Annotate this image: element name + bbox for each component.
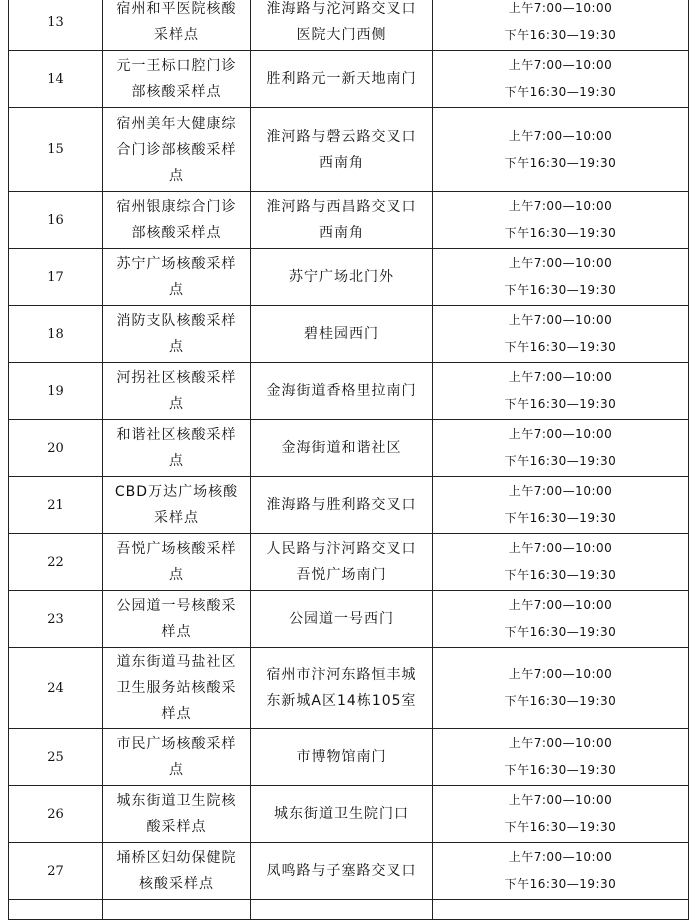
row-number: 24 [9,648,103,729]
table-row [9,477,689,534]
sampling-hours [433,477,689,534]
sampling-hours [433,534,689,591]
afternoon-hours: 下午16:30—19:30 [504,28,617,42]
morning-hours: 上午7:00—10:00 [508,850,613,864]
row-number: 20 [9,420,103,477]
sampling-hours [433,108,689,192]
table-trailing-row [9,900,689,920]
site-name: 宿州美年大健康综 合门诊部核酸采样 点 [103,108,251,192]
morning-hours: 上午7:00—10:00 [508,1,613,15]
row-number: 19 [9,363,103,420]
afternoon-hours: 下午16:30—19:30 [504,820,617,834]
table-row [9,843,689,900]
sampling-hours [433,843,689,900]
site-name: 道东街道马盐社区 卫生服务站核酸采 样点 [103,648,251,729]
table-row [9,591,689,648]
morning-hours: 上午7:00—10:00 [508,256,613,270]
site-address: 人民路与汴河路交叉口 吾悦广场南门 [251,534,433,591]
site-name: 公园道一号核酸采 样点 [103,591,251,648]
row-number: 23 [9,591,103,648]
row-number: 14 [9,51,103,108]
table-row [9,363,689,420]
site-address: 宿州市汴河东路恒丰城 东新城A区14栋105室 [251,648,433,729]
site-name: 城东街道卫生院核 酸采样点 [103,786,251,843]
sampling-hours [433,192,689,249]
table-row [9,786,689,843]
row-number: 16 [9,192,103,249]
sampling-hours [433,648,689,729]
morning-hours: 上午7:00—10:00 [508,484,613,498]
row-number: 21 [9,477,103,534]
sampling-hours [433,729,689,786]
site-name: 消防支队核酸采样 点 [103,306,251,363]
afternoon-hours: 下午16:30—19:30 [504,340,617,354]
afternoon-hours: 下午16:30—19:30 [504,568,617,582]
sampling-hours [433,363,689,420]
afternoon-hours: 下午16:30—19:30 [504,877,617,891]
site-address: 苏宁广场北门外 [251,249,433,306]
morning-hours: 上午7:00—10:00 [508,199,613,213]
site-name: CBD万达广场核酸 采样点 [103,477,251,534]
row-number: 13 [9,0,103,51]
afternoon-hours: 下午16:30—19:30 [504,454,617,468]
row-number: 17 [9,249,103,306]
site-name: 苏宁广场核酸采样 点 [103,249,251,306]
site-name: 宿州和平医院核酸 采样点 [103,0,251,51]
table-row [9,729,689,786]
afternoon-hours: 下午16:30—19:30 [504,397,617,411]
table-body [9,0,689,900]
morning-hours: 上午7:00—10:00 [508,793,613,807]
morning-hours: 上午7:00—10:00 [508,427,613,441]
row-number: 15 [9,108,103,192]
morning-hours: 上午7:00—10:00 [508,598,613,612]
morning-hours: 上午7:00—10:00 [508,667,613,681]
sampling-sites-table [8,0,689,920]
site-name: 市民广场核酸采样 点 [103,729,251,786]
row-number: 25 [9,729,103,786]
table-row [9,420,689,477]
site-name: 河拐社区核酸采样 点 [103,363,251,420]
table-row [9,192,689,249]
sampling-hours [433,786,689,843]
afternoon-hours: 下午16:30—19:30 [504,625,617,639]
site-address: 淮海路与胜利路交叉口 [251,477,433,534]
table-row [9,51,689,108]
table-row [9,534,689,591]
afternoon-hours: 下午16:30—19:30 [504,85,617,99]
afternoon-hours: 下午16:30—19:30 [504,511,617,525]
table-row [9,648,689,729]
site-address: 金海街道和谐社区 [251,420,433,477]
site-address: 碧桂园西门 [251,306,433,363]
afternoon-hours: 下午16:30—19:30 [504,283,617,297]
row-number: 27 [9,843,103,900]
sampling-hours [433,51,689,108]
sampling-hours [433,591,689,648]
afternoon-hours: 下午16:30—19:30 [504,155,617,170]
row-number: 22 [9,534,103,591]
site-address: 淮河路与磬云路交叉口 西南角 [251,108,433,192]
morning-hours: 上午7:00—10:00 [508,128,613,143]
morning-hours: 上午7:00—10:00 [508,58,613,72]
sampling-hours [433,0,689,51]
sampling-hours [433,249,689,306]
site-name: 吾悦广场核酸采样 点 [103,534,251,591]
site-address: 金海街道香格里拉南门 [251,363,433,420]
row-number: 18 [9,306,103,363]
site-address: 城东街道卫生院门口 [251,786,433,843]
table-row [9,0,689,51]
morning-hours: 上午7:00—10:00 [508,313,613,327]
table-row [9,249,689,306]
sampling-hours [433,420,689,477]
site-name: 宿州银康综合门诊 部核酸采样点 [103,192,251,249]
morning-hours: 上午7:00—10:00 [508,736,613,750]
morning-hours: 上午7:00—10:00 [508,370,613,384]
sampling-hours [433,306,689,363]
row-number: 26 [9,786,103,843]
site-address: 市博物馆南门 [251,729,433,786]
site-name: 和谐社区核酸采样 点 [103,420,251,477]
site-address: 胜利路元一新天地南门 [251,51,433,108]
site-address: 凤鸣路与子塞路交叉口 [251,843,433,900]
afternoon-hours: 下午16:30—19:30 [504,226,617,240]
site-name: 元一王标口腔门诊 部核酸采样点 [103,51,251,108]
site-address: 淮海路与沱河路交叉口 医院大门西侧 [251,0,433,51]
afternoon-hours: 下午16:30—19:30 [504,763,617,777]
site-address: 淮河路与西昌路交叉口 西南角 [251,192,433,249]
site-name: 埇桥区妇幼保健院 核酸采样点 [103,843,251,900]
morning-hours: 上午7:00—10:00 [508,541,613,555]
table-row [9,306,689,363]
table-row [9,108,689,192]
site-address: 公园道一号西门 [251,591,433,648]
afternoon-hours: 下午16:30—19:30 [504,694,617,708]
